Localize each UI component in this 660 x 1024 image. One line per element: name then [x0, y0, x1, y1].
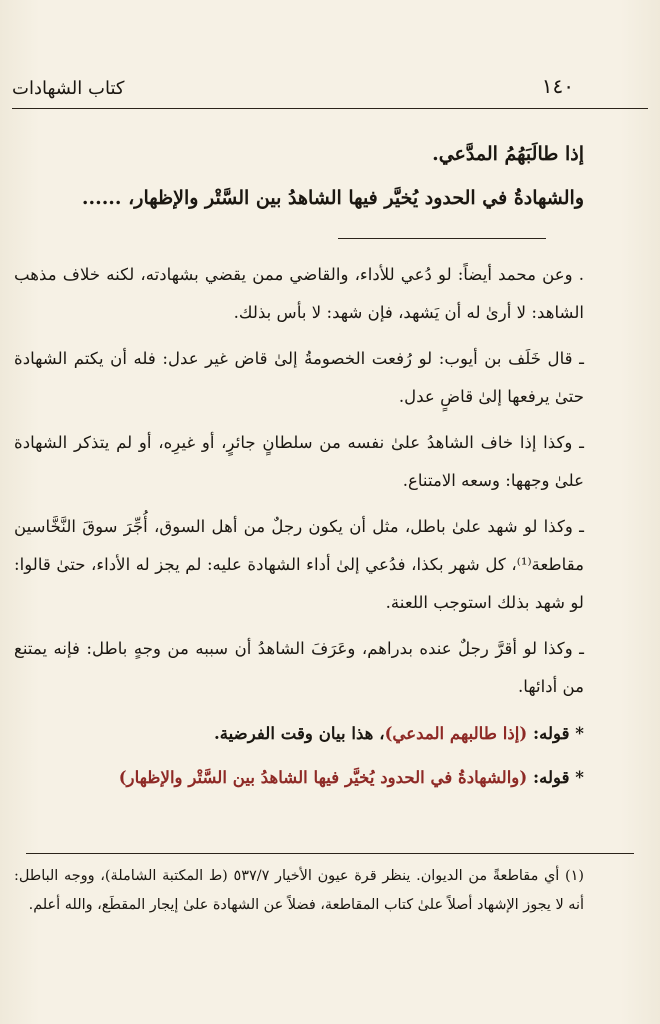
main-text	[14, 132, 584, 220]
footnote	[14, 862, 584, 920]
note-2-prefix: * قوله:	[527, 767, 584, 787]
commentary-note-2	[14, 758, 584, 796]
note-1-rest: ، هذا بيان وقت الفرضية.	[213, 723, 385, 743]
commentary-paragraph-5: ـ وكذا لو أقرَّ رجلٌ عنده بدراهم، وعَرَفَ الشاهدُ أن سببه من وجهٍ باطل: فإنه يمتنع من أدائها.	[14, 639, 584, 696]
commentary-paragraph-1: . وعن محمد أيضاً: لو دُعي للأداء، والقاضي ممن يقضي بشهادته، لكنه خلاف مذهب الشاهد: لا أرىٰ له أن يَشهد، فإن شهد: لا بأس بذلك.	[14, 265, 584, 322]
running-title: كتاب الشهادات	[12, 78, 125, 99]
page-number: ١٤٠	[541, 74, 574, 98]
matn-line-2: والشهادةُ في الحدود يُخيَّر فيها الشاهدُ بين السَّتْر والإظهار، ......	[81, 187, 584, 209]
commentary-paragraph-2: ـ قال خَلَف بن أيوب: لو رُفعت الخصومةُ إلىٰ قاض غير عدل: فله أن يكتم الشهادة حتىٰ يرفعها إلىٰ قاضٍ عدل.	[14, 349, 584, 406]
matn-line-1: إذا طالَبَهُمُ المدَّعي.	[432, 143, 584, 165]
note-2-quote: (والشهادةُ في الحدود يُخيَّر فيها الشاهدُ بين السَّتْر والإظهار)	[118, 767, 528, 787]
commentary-paragraph-4: ـ وكذا لو شهد علىٰ باطل، مثل أن يكون رجلٌ من أهل السوق، أُجِّرَ سوقَ النَّخَّاسين مقاطعة⁽¹⁾، كل شهر بكذا، فدُعي إلىٰ أداء الشهادة عليه: لم يجز له الأداء، حتىٰ قالوا: لو شهد بذلك استوجب اللعنة.	[14, 517, 584, 612]
note-1-quote: (إذا طالبهم المدعي)	[384, 723, 528, 743]
footnote-divider	[26, 853, 634, 854]
page-header	[12, 72, 648, 109]
footnote-text: (١) أي مقاطعةً من الديوان. ينظر قرة عيون الأخيار ٥٣٧/٧ (ط المكتبة الشاملة)، ووجه الباطل: أنه لا يجوز الإشهاد أصلاً علىٰ كتاب المقاطعة، فضلاً عن الشهادة علىٰ إيجار المقطَع، والله أعلم.	[14, 868, 584, 913]
commentary-paragraph-3: ـ وكذا إذا خاف الشاهدُ علىٰ نفسه من سلطانٍ جائرٍ، أو غيرِه، أو لم يتذكر الشهادة علىٰ وجهها: وسعه الامتناع.	[14, 433, 584, 490]
commentary-note-1	[14, 714, 584, 752]
commentary-text	[14, 256, 584, 800]
section-divider	[338, 238, 546, 239]
note-1-prefix: * قوله:	[527, 723, 584, 743]
